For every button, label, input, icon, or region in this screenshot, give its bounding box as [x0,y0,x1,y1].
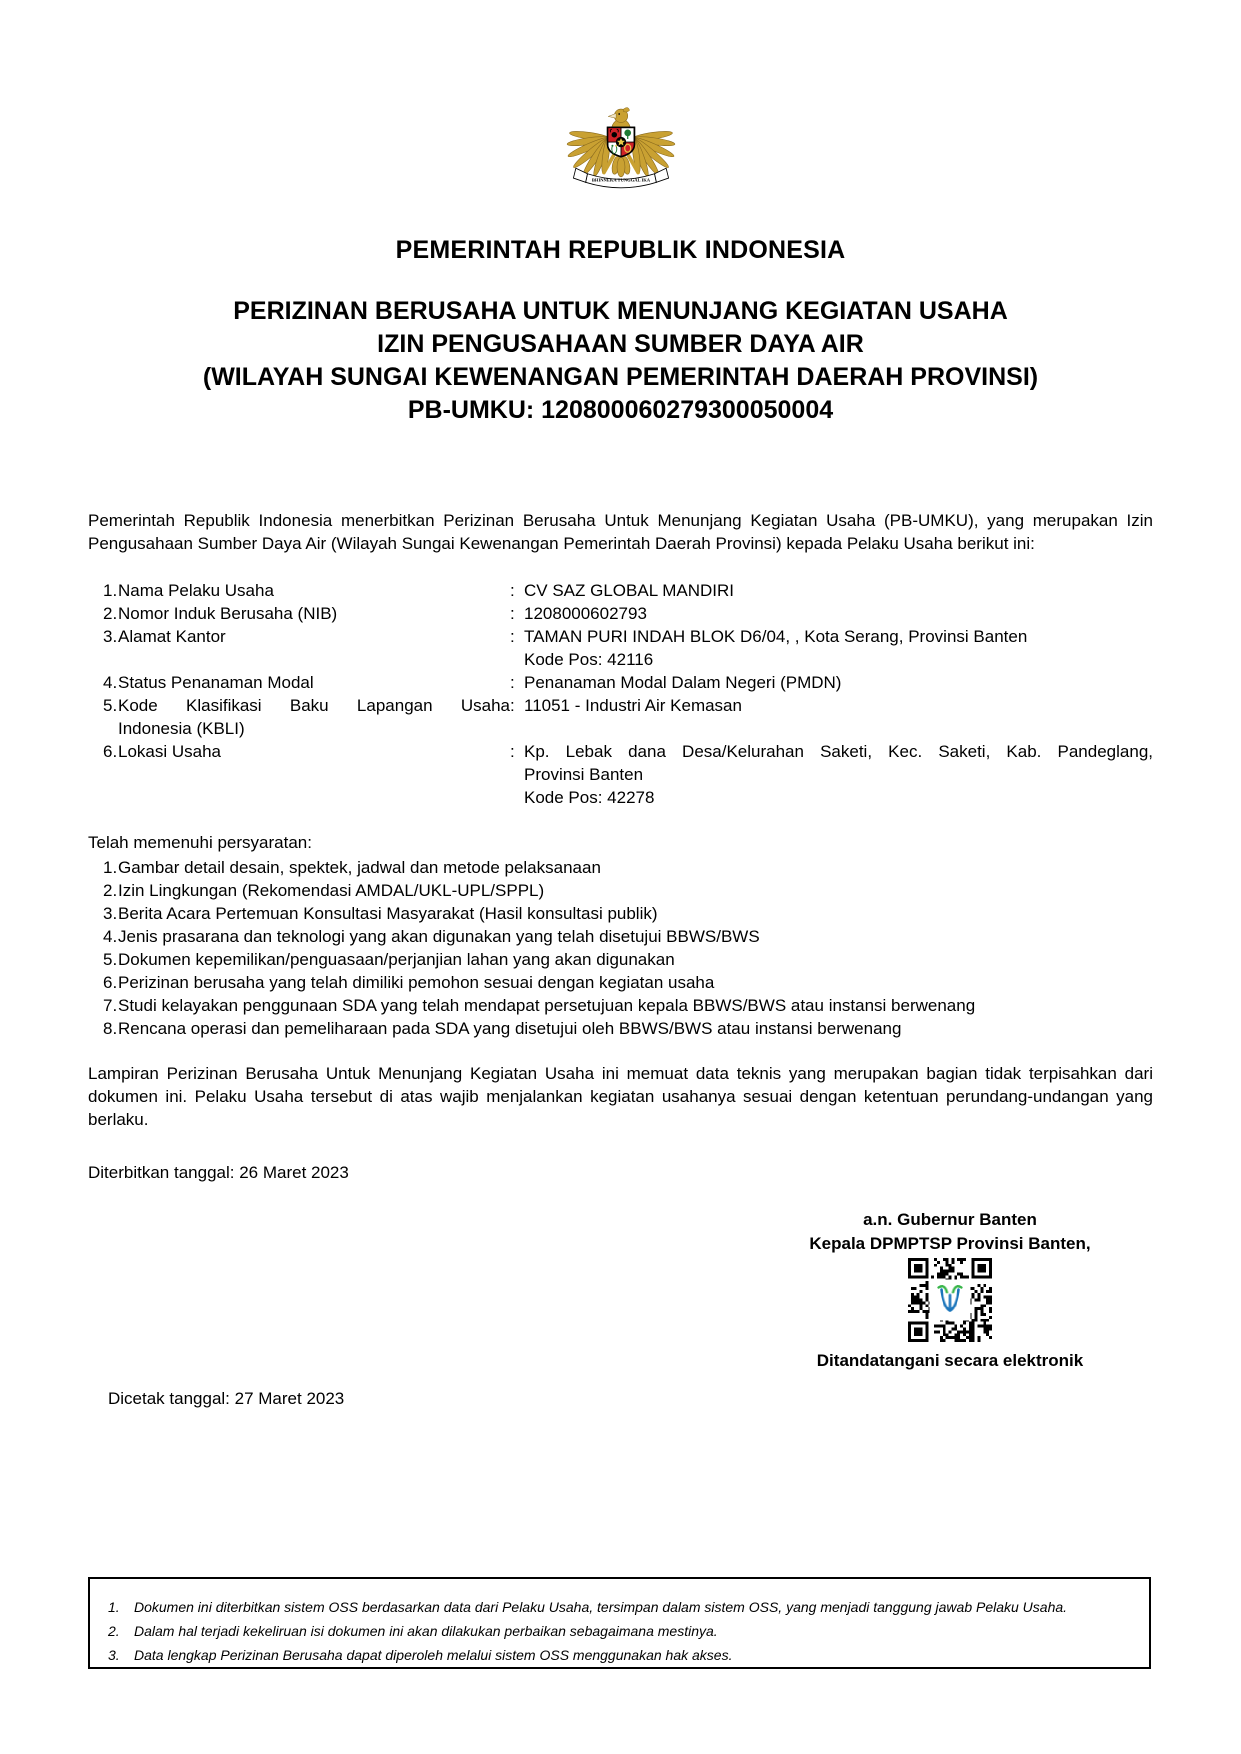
field-label-line: Kode Klasifikasi Baku Lapangan Usaha [118,696,510,715]
requirement-text: Berita Acara Pertemuan Konsultasi Masyarakat (Hasil konsultasi publik) [118,904,658,923]
closing-paragraph: Lampiran Perizinan Berusaha Untuk Menunjang Kegiatan Usaha ini memuat data teknis yang merupakan bagian tidak terpisahkan dari dokumen ini. Pelaku Usaha tersebut di atas wajib menjalankan kegiatan usahanya sesuai dengan ketentuan perundang-undangan yang berlaku. [88,1064,1153,1129]
field-label: Alamat Kantor [118,627,226,646]
requirement-text: Dokumen kepemilikan/penguasaan/perjanjian lahan yang akan digunakan [118,950,675,969]
requirements-heading: Telah memenuhi persyaratan: [88,833,312,852]
signature-block [750,1208,1150,1373]
field-number: 3. [103,627,118,646]
field-value: CV SAZ GLOBAL MANDIRI [524,581,735,600]
requirement-number: 6. [103,973,118,992]
requirement-text: Rencana operasi dan pemeliharaan pada SDA yang disetujui oleh BBWS/BWS atau instansi berwenang [118,1019,902,1038]
requirement-text: Perizinan berusaha yang telah dimiliki pemohon sesuai dengan kegiatan usaha [118,973,715,992]
intro-paragraph: Pemerintah Republik Indonesia menerbitkan Perizinan Berusaha Untuk Menunjang Kegiatan Usaha (PB-UMKU), yang merupakan Izin Pengusahaan Sumber Daya Air (Wilayah Sungai Kewenangan Pemerintah Daerah Provinsi) kepada Pelaku Usaha berikut ini: [88,511,1153,553]
requirement-text: Jenis prasarana dan teknologi yang akan digunakan yang telah disetujui BBWS/BWS [118,927,760,946]
field-value: Penanaman Modal Dalam Negeri (PMDN) [524,673,842,692]
field-number: 2. [103,604,118,623]
footnote-number: 1. [108,1599,120,1615]
requirement-number: 2. [103,881,118,900]
field-colon: : [510,627,515,646]
field-colon: : [510,604,515,623]
printed-date: Dicetak tanggal: 27 Maret 2023 [108,1389,345,1408]
pb-umku-number: PB-UMKU: 120800060279300050004 [407,396,834,424]
requirement-item [88,879,1153,902]
footnote-text: Dalam hal terjadi kekeliruan isi dokumen ini akan dilakukan perbaikan sebagaimana mestinya. [134,1623,718,1639]
qr-code-icon [908,1258,992,1342]
requirement-number: 3. [103,904,118,923]
footnote-number: 2. [108,1623,120,1639]
requirement-item [88,948,1153,971]
requirement-number: 8. [103,1019,118,1038]
signature-signer-title: Kepala DPMPTSP Provinsi Banten, [809,1234,1091,1253]
qr-code-canvas [908,1258,992,1342]
requirement-number: 7. [103,996,118,1015]
requirement-text: Izin Lingkungan (Rekomendasi AMDAL/UKL-UPL/SPPL) [118,881,545,900]
field-value [524,740,1153,809]
field-label-line: Indonesia (KBLI) [118,719,245,738]
footnotes-box [88,1577,1151,1669]
field-number: 1. [103,581,118,600]
field-label: Nomor Induk Berusaha (NIB) [118,604,338,623]
footnote-number: 3. [108,1647,120,1663]
requirement-number: 4. [103,927,118,946]
document-title [0,295,1241,427]
government-title: PEMERINTAH REPUBLIK INDONESIA [395,236,846,264]
garuda-pancasila-icon [560,80,682,198]
field-colon: : [510,696,515,715]
garuda-pancasila-svg [560,80,682,198]
requirement-item [88,902,1153,925]
requirement-number: 1. [103,858,118,877]
requirement-text: Studi kelayakan penggunaan SDA yang telah mendapat persetujuan kepala BBWS/BWS atau instansi berwenang [118,996,976,1015]
emblem-motto: BHINNEKA TUNGGAL IKA [591,177,650,183]
footnote-item [90,1595,1149,1619]
field-colon: : [510,673,515,692]
field-value-line: Kp. Lebak dana Desa/Kelurahan Saketi, Kec. Saketi, Kab. Pandeglang, [524,742,1153,761]
requirement-item [88,856,1153,879]
field-row-lokasi-usaha [88,740,1153,809]
field-row-alamat-kantor [88,625,1153,671]
footnote-item [90,1619,1149,1643]
field-colon: : [510,581,515,600]
field-colon: : [510,742,515,761]
field-value [524,625,1153,671]
doc-title-line-2: IZIN PENGUSAHAAN SUMBER DAYA AIR [377,330,864,358]
field-number: 6. [103,742,118,761]
field-label: Status Penanaman Modal [118,673,314,692]
field-value: 1208000602793 [524,604,647,623]
doc-title-line-1: PERIZINAN BERUSAHA UNTUK MENUNJANG KEGIATAN USAHA [233,297,1008,325]
field-value-line: Kode Pos: 42278 [524,788,655,807]
requirement-item [88,971,1153,994]
field-row-kbli [88,694,1153,740]
field-label [118,694,510,740]
business-fields-list [88,579,1153,809]
requirement-number: 5. [103,950,118,969]
footnote-item [90,1643,1149,1667]
field-label: Lokasi Usaha [118,742,222,761]
field-value: 11051 - Industri Air Kemasan [524,696,742,715]
field-number: 4. [103,673,118,692]
footnote-text: Data lengkap Perizinan Berusaha dapat diperoleh melalui sistem OSS menggunakan hak akses. [134,1647,733,1663]
requirement-item [88,994,1153,1017]
field-value-line: TAMAN PURI INDAH BLOK D6/04, , Kota Serang, Provinsi Banten [524,627,1028,646]
doc-title-line-3: (WILAYAH SUNGAI KEWENANGAN PEMERINTAH DAERAH PROVINSI) [202,363,1039,391]
requirement-text: Gambar detail desain, spektek, jadwal dan metode pelaksanaan [118,858,601,877]
requirement-item [88,1017,1153,1040]
field-row-status-penanaman-modal [88,671,1153,694]
signature-on-behalf: a.n. Gubernur Banten [863,1210,1037,1229]
footnote-text: Dokumen ini diterbitkan sistem OSS berdasarkan data dari Pelaku Usaha, tersimpan dalam sistem OSS, yang menjadi tanggung jawab Pelaku Usaha. [134,1599,1068,1615]
field-value-line: Kode Pos: 42116 [524,650,654,669]
requirements-list [88,856,1153,1040]
electronic-signature-note: Ditandatangani secara elektronik [816,1351,1084,1370]
field-label: Nama Pelaku Usaha [118,581,274,600]
field-row-nama-pelaku-usaha [88,579,1153,602]
field-value-line: Provinsi Banten [524,765,644,784]
field-number: 5. [103,696,118,715]
issued-date: Diterbitkan tanggal: 26 Maret 2023 [88,1163,349,1182]
field-row-nib [88,602,1153,625]
requirement-item [88,925,1153,948]
